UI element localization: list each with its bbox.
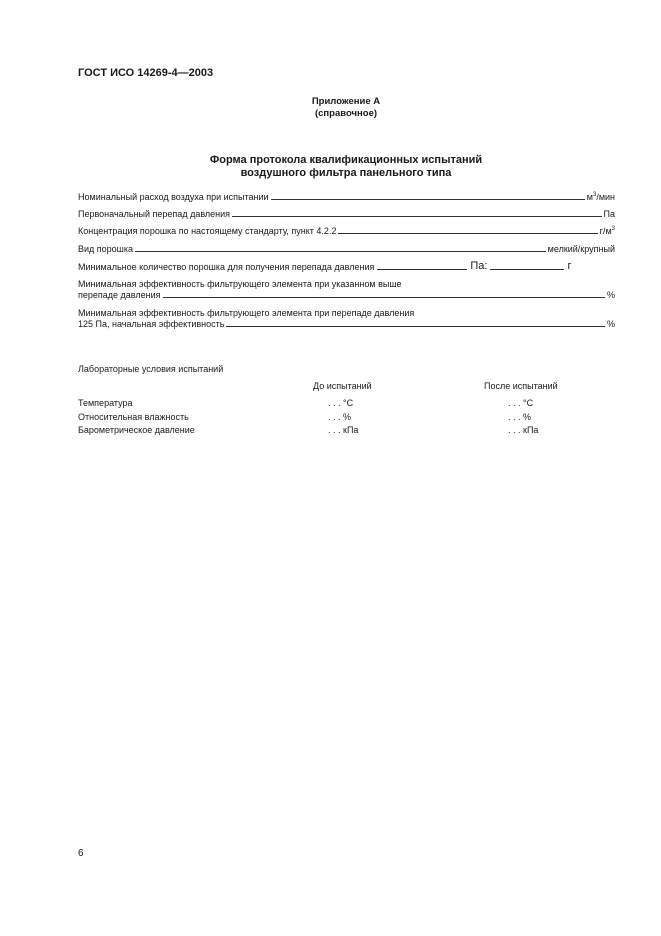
lab-col-before: До испытаний — [313, 381, 372, 391]
field-min-eff-2 — [78, 319, 615, 329]
field-flow-blank[interactable] — [271, 198, 585, 200]
form-title-line2: воздушного фильтра панельного типа — [240, 167, 452, 179]
page-number: 6 — [78, 848, 84, 859]
field-powder-type — [78, 244, 615, 254]
field-concentration-unit: $г/м^3$ — [599, 226, 615, 236]
field-min-powder-blank-2[interactable] — [490, 268, 564, 270]
field-min-powder-unit: г — [567, 260, 572, 272]
field-min-eff-1-label-line1: Минимальная эффективность фильтрующего элемента при указанном выше — [78, 279, 402, 289]
field-min-eff-2-unit: % — [606, 319, 615, 329]
annex-heading — [0, 96, 661, 120]
field-flow — [78, 192, 615, 202]
annex-title: Приложение А — [311, 96, 381, 107]
form-title-line1: Форма протокола квалификационных испытаний — [209, 154, 483, 166]
form-title — [0, 154, 661, 180]
document-header: ГОСТ ИСО 14269-4—2003 — [78, 67, 214, 79]
field-min-eff-1-label-line2: перепаде давления — [78, 290, 161, 300]
field-powder-type-blank[interactable] — [135, 250, 546, 252]
lab-col-after: После испытаний — [484, 381, 558, 391]
field-pressure-drop-label: Первоначальный перепад давления — [78, 209, 231, 219]
lab-row-before: . . . % — [328, 412, 352, 422]
field-min-powder-label: Минимальное количество порошка для получения перепада давления — [78, 262, 375, 272]
lab-row-before: . . . °С — [328, 398, 354, 408]
lab-row-label: Относительная влажность — [78, 412, 189, 422]
field-min-eff-2-blank[interactable] — [226, 325, 605, 327]
lab-row-before: . . . кПа — [328, 425, 359, 435]
field-min-eff-1-blank[interactable] — [163, 296, 605, 298]
field-min-eff-2-label-line2: 125 Па, начальная эффективность — [78, 319, 225, 329]
field-min-eff-2-label-line1: Минимальная эффективность фильтрующего элемента при перепаде давления — [78, 308, 415, 318]
field-powder-type-label: Вид порошка — [78, 244, 134, 254]
field-concentration — [78, 226, 615, 236]
field-min-powder — [78, 260, 615, 272]
field-flow-label: Номинальный расход воздуха при испытании — [78, 192, 269, 202]
lab-row-label: Температура — [78, 398, 133, 408]
field-concentration-label: Концентрация порошка по настоящему стандарту, пункт 4.2.2 — [78, 226, 337, 236]
lab-row-after: . . . °С — [508, 398, 534, 408]
field-pressure-drop-unit: Па — [603, 209, 615, 219]
lab-row-after: . . . % — [508, 412, 532, 422]
lab-row-after: . . . кПа — [508, 425, 539, 435]
lab-row-label: Барометрическое давление — [78, 425, 195, 435]
field-flow-unit: $м^3$/мин — [586, 192, 615, 202]
field-concentration-blank[interactable] — [338, 232, 597, 234]
field-min-eff-1-unit: % — [606, 290, 615, 300]
field-min-powder-unit-mid: Па: — [470, 260, 488, 272]
field-pressure-drop-blank[interactable] — [232, 215, 601, 217]
field-min-powder-blank-1[interactable] — [377, 268, 467, 270]
field-pressure-drop — [78, 209, 615, 219]
lab-conditions-title: Лабораторные условия испытаний — [78, 364, 224, 374]
field-powder-type-unit: мелкий/крупный — [547, 244, 615, 254]
annex-subtitle: (справочное) — [314, 108, 378, 119]
field-min-eff-1 — [78, 290, 615, 300]
